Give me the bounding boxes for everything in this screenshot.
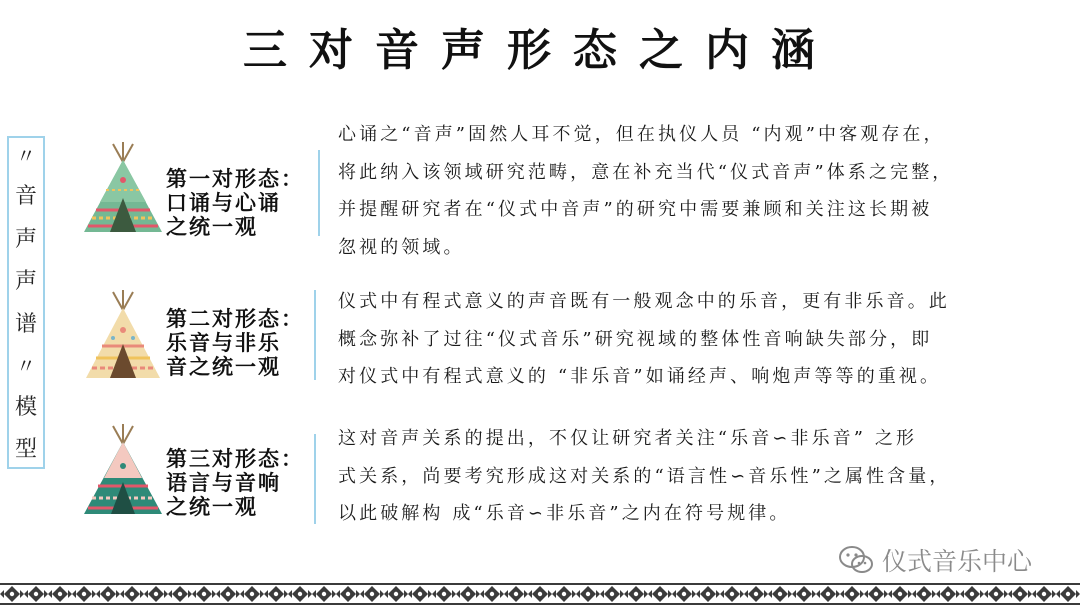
item-body bbox=[338, 283, 1058, 396]
side-label-char: 声 bbox=[14, 226, 37, 252]
item-body-line: 式关系，尚要考究形成这对关系的“语言性∽音乐性”之属性含量， bbox=[338, 465, 951, 487]
item-body-line: 概念弥补了过往“仪式音乐”研究视域的整体性音响缺失部分，即 bbox=[338, 328, 933, 350]
item-body-line: 将此纳入该领域研究范畴，意在补充当代“仪式音声”体系之完整， bbox=[338, 161, 954, 183]
side-label-char: 模 bbox=[14, 394, 37, 420]
item-title-line: 第三对形态： bbox=[166, 447, 304, 471]
teepee-icon-beige bbox=[80, 288, 166, 382]
item-title-line: 第一对形态： bbox=[166, 167, 304, 191]
item-body-line: 心诵之“音声”固然人耳不觉，但在执仪人员 “内观”中客观存在， bbox=[338, 124, 945, 145]
side-label-char: 音 bbox=[14, 184, 37, 210]
side-label-box bbox=[7, 136, 45, 469]
item-body-line: 仪式中有程式意义的声音既有一般观念中的乐音，更有非乐音。此 bbox=[338, 291, 950, 312]
watermark bbox=[838, 540, 1032, 580]
decorative-border-pattern bbox=[0, 578, 1080, 608]
item-title-line: 之统一观 bbox=[166, 215, 258, 239]
item-title bbox=[166, 167, 304, 239]
item-title-line: 之统一观 bbox=[166, 495, 258, 519]
item-title-line: 语言与音响 bbox=[166, 471, 281, 495]
item-body-line: 并提醒研究者在“仪式中音声”的研究中需要兼顾和关注这长期被 bbox=[338, 199, 933, 220]
item-body bbox=[338, 116, 1058, 266]
side-label-char: 声 bbox=[14, 269, 37, 295]
wechat-icon bbox=[838, 545, 874, 575]
side-label-char: 〃 bbox=[16, 144, 36, 168]
side-label-char: 型 bbox=[14, 436, 37, 462]
item-body-line: 对仪式中有程式意义的 “非乐音”如诵经声、响炮声等等的重视。 bbox=[338, 366, 942, 387]
item-title-line: 口诵与心诵 bbox=[166, 191, 281, 215]
item-body bbox=[338, 420, 1058, 533]
item-title bbox=[166, 447, 304, 519]
teepee-icon-teal bbox=[80, 422, 166, 518]
item-divider bbox=[314, 434, 316, 524]
item-divider bbox=[318, 150, 320, 236]
side-label-char: 〃 bbox=[16, 354, 36, 379]
item-title-line: 第二对形态： bbox=[166, 307, 304, 331]
side-label-char: 谱 bbox=[14, 311, 37, 337]
item-title-line: 乐音与非乐 bbox=[166, 331, 281, 355]
item-body-line: 忽视的领域。 bbox=[338, 236, 465, 258]
item-title bbox=[166, 307, 304, 379]
page-title: 三对音声形态之内涵 bbox=[243, 25, 837, 76]
teepee-icon-green bbox=[80, 140, 166, 236]
item-body-line: 这对音声关系的提出，不仅让研究者关注“乐音∽非乐音” 之形 bbox=[338, 428, 918, 449]
watermark-text: 仪式音乐中心 bbox=[882, 547, 1033, 576]
item-title-line: 音之统一观 bbox=[166, 355, 281, 379]
item-divider bbox=[314, 290, 316, 380]
item-body-line: 以此破解构 成“乐音∽非乐音”之内在符号规律。 bbox=[338, 503, 791, 524]
